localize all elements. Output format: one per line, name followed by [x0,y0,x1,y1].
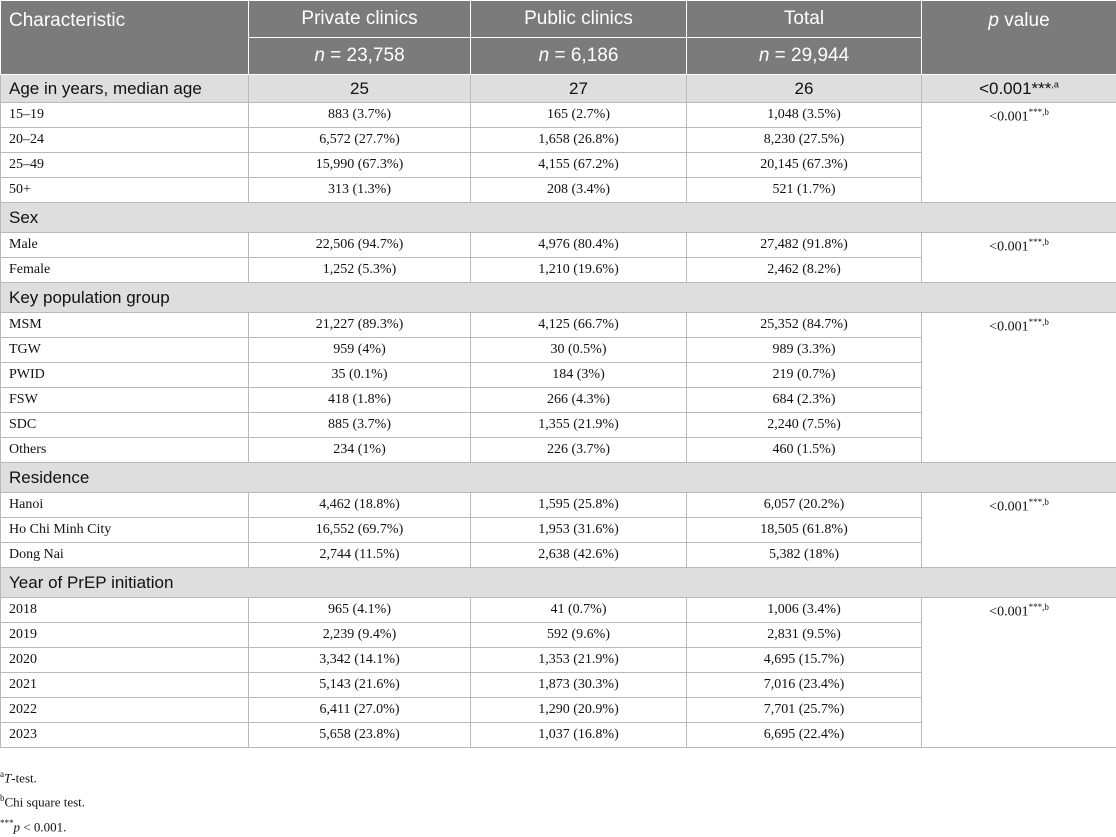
cell-total: 5,382 (18%) [687,543,922,568]
cell-private: 3,342 (14.1%) [249,648,471,673]
cell-public: 266 (4.3%) [471,388,687,413]
cell-private: 6,572 (27.7%) [249,128,471,153]
cell-private: 6,411 (27.0%) [249,698,471,723]
row-label: Male [1,233,249,258]
section-title: Year of PrEP initiation [1,568,1116,598]
cell-private: 313 (1.3%) [249,178,471,203]
section-row-sex [1,203,1116,233]
cell-public: 1,037 (16.8%) [471,723,687,748]
cell-total: 6,057 (20.2%) [687,493,922,518]
row-label: 2021 [1,673,249,698]
cell-total: 25,352 (84.7%) [687,313,922,338]
cell-p-value: $<0.001^{***,b}$ [922,598,1116,748]
row-label: Female [1,258,249,283]
cell-private: 35 (0.1%) [249,363,471,388]
cell-private: 15,990 (67.3%) [249,153,471,178]
cell-private: 2,744 (11.5%) [249,543,471,568]
cell-private: 21,227 (89.3%) [249,313,471,338]
cell-private: 16,552 (69.7%) [249,518,471,543]
table-row [1,493,1116,518]
cell-total: 18,505 (61.8%) [687,518,922,543]
median-age-private: 25 [249,75,471,103]
cell-total: 8,230 (27.5%) [687,128,922,153]
header-row [1,1,1116,38]
median-age-row [1,75,1116,103]
cell-public: 592 (9.6%) [471,623,687,648]
cell-public: 4,976 (80.4%) [471,233,687,258]
cell-public: 226 (3.7%) [471,438,687,463]
row-label: MSM [1,313,249,338]
section-title: Residence [1,463,1116,493]
cell-total: 2,462 (8.2%) [687,258,922,283]
cell-public: 184 (3%) [471,363,687,388]
cell-total: 521 (1.7%) [687,178,922,203]
row-label: 25–49 [1,153,249,178]
header-characteristic: Characteristic [1,1,249,75]
cell-total: 20,145 (67.3%) [687,153,922,178]
median-age-p: <0.001***$^{,a}$ [922,75,1116,103]
n-total: n = 29,944 [687,38,922,75]
cell-public: 41 (0.7%) [471,598,687,623]
cell-total: 1,048 (3.5%) [687,103,922,128]
cell-total: 4,695 (15.7%) [687,648,922,673]
cell-private: 5,143 (21.6%) [249,673,471,698]
cell-private: 234 (1%) [249,438,471,463]
cell-total: 219 (0.7%) [687,363,922,388]
row-label: 2020 [1,648,249,673]
row-label: 2019 [1,623,249,648]
header-total: Total [687,1,922,38]
row-label: 20–24 [1,128,249,153]
section-row-key_population [1,283,1116,313]
footnote: ***p < 0.001. [0,813,85,837]
cell-private: 5,658 (23.8%) [249,723,471,748]
row-label: PWID [1,363,249,388]
table-row [1,103,1116,128]
cell-public: 4,155 (67.2%) [471,153,687,178]
cell-public: 2,638 (42.6%) [471,543,687,568]
section-title: Sex [1,203,1116,233]
cell-private: 4,462 (18.8%) [249,493,471,518]
cell-public: 1,353 (21.9%) [471,648,687,673]
row-label: 15–19 [1,103,249,128]
cell-public: 1,210 (19.6%) [471,258,687,283]
cell-p-value: $<0.001^{***,b}$ [922,493,1116,568]
cell-p-value: $<0.001^{***,b}$ [922,233,1116,283]
cell-private: 418 (1.8%) [249,388,471,413]
cell-private: 22,506 (94.7%) [249,233,471,258]
row-label: Ho Chi Minh City [1,518,249,543]
median-age-public: 27 [471,75,687,103]
header-public: Public clinics [471,1,687,38]
footnote: $^a$T-test. [0,764,85,788]
section-row-year [1,568,1116,598]
cell-public: 1,355 (21.9%) [471,413,687,438]
cell-public: 30 (0.5%) [471,338,687,363]
cell-public: 1,658 (26.8%) [471,128,687,153]
cell-private: 959 (4%) [249,338,471,363]
table-row [1,598,1116,623]
row-label: Dong Nai [1,543,249,568]
cell-total: 684 (2.3%) [687,388,922,413]
cell-total: 1,006 (3.4%) [687,598,922,623]
header-p-value: p value [922,1,1116,75]
row-label: Hanoi [1,493,249,518]
footnote: $^b$Chi square test. [0,788,85,812]
cell-public: 208 (3.4%) [471,178,687,203]
cell-total: 27,482 (91.8%) [687,233,922,258]
cell-public: 1,595 (25.8%) [471,493,687,518]
cell-total: 7,701 (25.7%) [687,698,922,723]
header-private: Private clinics [249,1,471,38]
row-label: Others [1,438,249,463]
section-title: Key population group [1,283,1116,313]
n-private: n = 23,758 [249,38,471,75]
row-label: 2023 [1,723,249,748]
row-label: 2018 [1,598,249,623]
row-label: 2022 [1,698,249,723]
cell-private: 883 (3.7%) [249,103,471,128]
cell-private: 1,252 (5.3%) [249,258,471,283]
row-label: SDC [1,413,249,438]
cell-private: 965 (4.1%) [249,598,471,623]
row-label: TGW [1,338,249,363]
cell-public: 1,873 (30.3%) [471,673,687,698]
median-age-total: 26 [687,75,922,103]
cell-public: 1,290 (20.9%) [471,698,687,723]
cell-public: 4,125 (66.7%) [471,313,687,338]
cell-total: 460 (1.5%) [687,438,922,463]
section-row-residence [1,463,1116,493]
cell-public: 1,953 (31.6%) [471,518,687,543]
cell-private: 2,239 (9.4%) [249,623,471,648]
cell-p-value: $<0.001^{***,b}$ [922,103,1116,203]
cell-total: 2,240 (7.5%) [687,413,922,438]
table-row [1,233,1116,258]
cell-total: 7,016 (23.4%) [687,673,922,698]
cell-total: 6,695 (22.4%) [687,723,922,748]
footnotes [0,764,85,837]
table-row [1,313,1116,338]
row-label: FSW [1,388,249,413]
cell-total: 2,831 (9.5%) [687,623,922,648]
cell-private: 885 (3.7%) [249,413,471,438]
n-public: n = 6,186 [471,38,687,75]
row-label: 50+ [1,178,249,203]
median-age-label: Age in years, median age [1,75,249,103]
cell-total: 989 (3.3%) [687,338,922,363]
cell-public: 165 (2.7%) [471,103,687,128]
cell-p-value: $<0.001^{***,b}$ [922,313,1116,463]
